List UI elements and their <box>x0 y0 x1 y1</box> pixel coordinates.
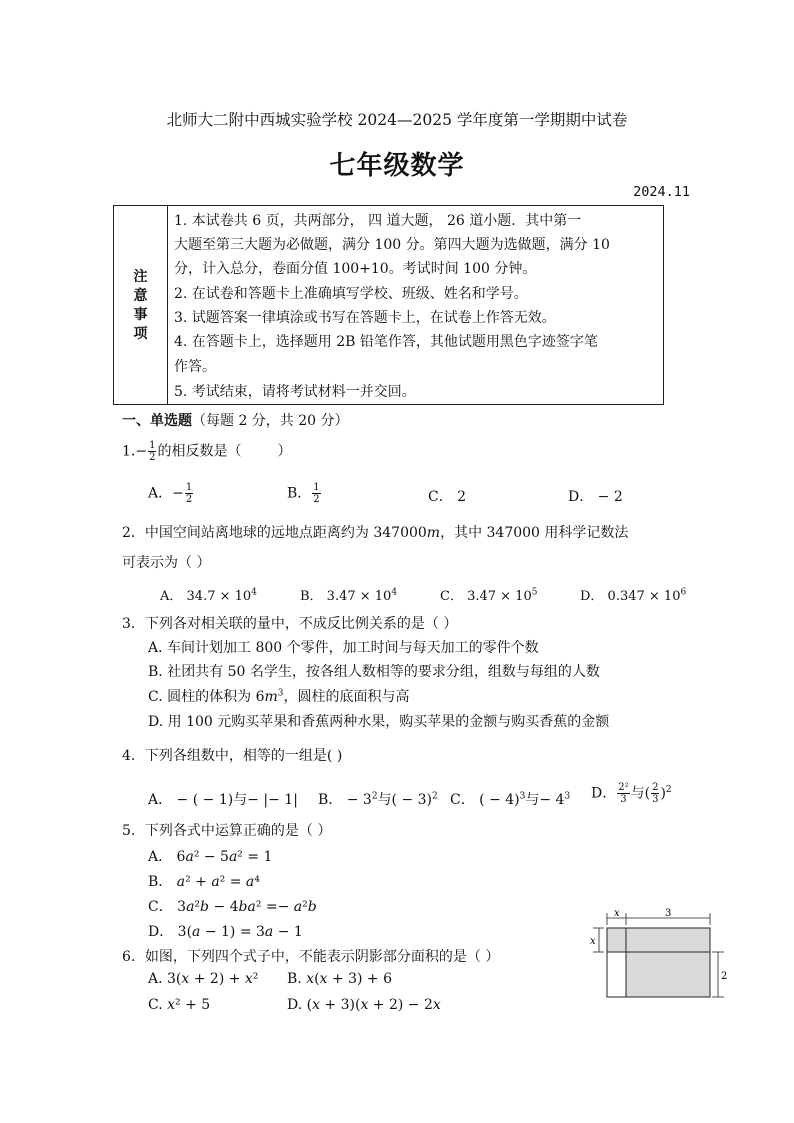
question-text: 的相反数是（ <box>157 443 242 460</box>
fraction-denominator: 3 <box>652 794 659 805</box>
fraction-numerator: 1 <box>185 482 193 493</box>
exponent: 3 <box>564 791 571 802</box>
question-paren: ） <box>277 443 292 460</box>
option-label: D． <box>591 785 617 802</box>
q5-option-b: B． 𝑎² + 𝑎² = 𝑎⁴ <box>148 874 260 890</box>
notice-label-char: 项 <box>133 326 148 342</box>
question-2-line2: 可表示为（ ） <box>122 555 211 571</box>
option-text: 与( − 3) <box>377 792 433 808</box>
fraction-numerator: 2 <box>652 782 659 793</box>
q6-option-b: B. 𝑥(𝑥 + 3) + 6 <box>287 971 392 987</box>
option-text: B． 3.47 × 10 <box>300 589 392 604</box>
notice-line: 2. 在试卷和答题卡上准确填写学校、班级、姓名和学号。 <box>174 286 528 302</box>
q4-option-c <box>450 789 570 809</box>
notice-line: 5. 考试结束，请将考试材料一并交回。 <box>174 384 416 400</box>
option-text: 与( <box>630 785 651 802</box>
q4-option-d <box>591 782 672 805</box>
section-note: （每题 2 分，共 20 分） <box>192 413 349 429</box>
exam-date: 2024.11 <box>633 184 690 200</box>
q1-option-b <box>287 482 322 505</box>
exponent: 6 <box>680 587 687 598</box>
minus-sign: − <box>172 485 184 502</box>
q4-option-b <box>318 789 438 809</box>
option-text: B． − 3 <box>318 792 372 808</box>
notice-label-cell <box>114 206 168 404</box>
option-text: ，圆柱的底面积与高 <box>283 689 410 705</box>
fraction-denominator: 2 <box>185 494 193 505</box>
q6-figure <box>590 905 730 1005</box>
q5-option-c: C． 3𝑎²𝑏 − 4𝑏𝑎² =− 𝑎²𝑏 <box>148 899 317 915</box>
q2-option-b <box>300 585 397 604</box>
section-title: 一、单选题 <box>122 413 192 429</box>
question-1-stem <box>122 440 291 463</box>
question-5-stem: 5．下列各式中运算正确的是（ ） <box>122 823 332 839</box>
exponent: 2 <box>432 791 438 802</box>
q6-option-d: D. (𝑥 + 3)(𝑥 + 2) − 2𝑥 <box>287 997 441 1013</box>
question-6-stem: 6．如图，下列四个式子中，不能表示阴影部分面积的是（ ） <box>122 949 500 965</box>
q5-option-a: A． 6𝑎² − 5𝑎² = 1 <box>148 849 273 865</box>
q3-option-a: A. 车间计划加工 800 个零件，加工时间与每天加工的零件个数 <box>148 640 539 656</box>
question-4-stem: 4．下列各组数中，相等的一组是( ) <box>122 748 343 764</box>
q6-option-a: A. 3(𝑥 + 2) + 𝑥² <box>148 971 259 987</box>
q2-option-c <box>440 585 537 604</box>
notice-line: 1. 本试卷共 6 页，共两部分， 四 道大题， 26 道小题．其中第一 <box>174 213 582 229</box>
q1-option-c: C． 2 <box>428 489 467 505</box>
label-x-top: x <box>614 908 620 919</box>
fraction <box>617 782 629 805</box>
minus-sign: − <box>135 443 148 460</box>
q2-option-a <box>160 585 257 604</box>
label-3: 3 <box>665 908 672 919</box>
exponent: 5 <box>531 587 538 598</box>
question-2-line1: 2．中国空间站离地球的远地点距离约为 347000𝑚，其中 347000 用科学记数法 <box>122 525 629 541</box>
option-label: B． <box>287 485 312 502</box>
fraction <box>185 482 193 505</box>
fraction-denominator: 2 <box>313 494 320 505</box>
fraction <box>312 482 320 505</box>
question-number: 1. <box>122 443 136 460</box>
fraction <box>651 782 659 805</box>
q2-option-d <box>580 585 686 604</box>
label-2: 2 <box>721 971 728 982</box>
exponent: 4 <box>391 587 398 598</box>
label-x-left: x <box>590 936 596 947</box>
shaded-region <box>626 952 710 997</box>
option-text: ) <box>660 785 666 802</box>
exam-title: 北师大二附中西城实验学校 2024—2025 学年度第一学期期中试卷 <box>166 111 628 129</box>
option-text: 与− 4 <box>525 792 565 808</box>
notice-line: 作答。 <box>174 359 216 375</box>
option-text: C． 3.47 × 10 <box>440 589 532 604</box>
exponent: 3 <box>277 688 284 699</box>
option-text: A． 34.7 × 10 <box>160 589 252 604</box>
fraction-numerator: 2² <box>618 782 629 793</box>
option-text: C. 圆柱的体积为 6𝑚 <box>148 689 278 705</box>
fraction <box>148 440 156 463</box>
fraction-numerator: 1 <box>149 440 156 451</box>
notice-label <box>114 268 167 344</box>
q1-option-a <box>148 482 194 505</box>
exponent: 4 <box>251 587 257 598</box>
fraction-denominator: 2 <box>149 452 156 463</box>
q3-option-d: D. 用 100 元购买苹果和香蕉两种水果，购买苹果的金额与购买香蕉的金额 <box>148 714 610 730</box>
q3-option-c <box>148 686 409 706</box>
exam-subtitle: 七年级数学 <box>329 151 465 181</box>
option-label: A． <box>148 485 173 502</box>
notice-line: 3. 试题答案一律填涂或书写在答题卡上，在试卷上作答无效。 <box>174 310 556 326</box>
fraction-denominator: 3 <box>620 794 627 805</box>
option-text: D． 0.347 × 10 <box>580 589 681 604</box>
shaded-region <box>607 928 710 952</box>
notice-label-char: 注 <box>133 269 148 285</box>
notice-line: 4. 在答题卡上，选择题用 2B 铅笔作答，其他试题用黑色字迹签字笔 <box>174 334 598 350</box>
exponent: 2 <box>371 791 378 802</box>
q6-option-c: C. 𝑥² + 5 <box>148 997 211 1013</box>
notice-line: 大题至第三大题为必做题，满分 100 分。第四大题为选做题，满分 10 <box>174 237 610 253</box>
q3-option-b: B. 社团共有 50 名学生，按各组人数相等的要求分组，组数与每组的人数 <box>148 664 600 680</box>
notice-label-char: 意 <box>133 288 148 304</box>
notice-label-char: 事 <box>133 307 148 323</box>
q1-option-d: D． − 2 <box>568 489 623 505</box>
notice-line: 分，计入总分，卷面分值 100+10。考试时间 100 分钟。 <box>174 261 537 277</box>
notice-box <box>113 205 664 405</box>
option-text: C． ( − 4) <box>450 792 520 808</box>
q5-option-d: D． 3(𝑎 − 1) = 3𝑎 − 1 <box>148 924 303 940</box>
q4-option-a: A． − ( − 1)与− |− 1| <box>148 792 298 808</box>
section-heading <box>122 410 349 430</box>
fraction-numerator: 1 <box>313 482 320 493</box>
exponent: 2 <box>665 784 672 795</box>
question-3-stem: 3．下列各对相关联的量中，不成反比例关系的是（ ） <box>122 616 458 632</box>
exponent: 3 <box>519 791 526 802</box>
